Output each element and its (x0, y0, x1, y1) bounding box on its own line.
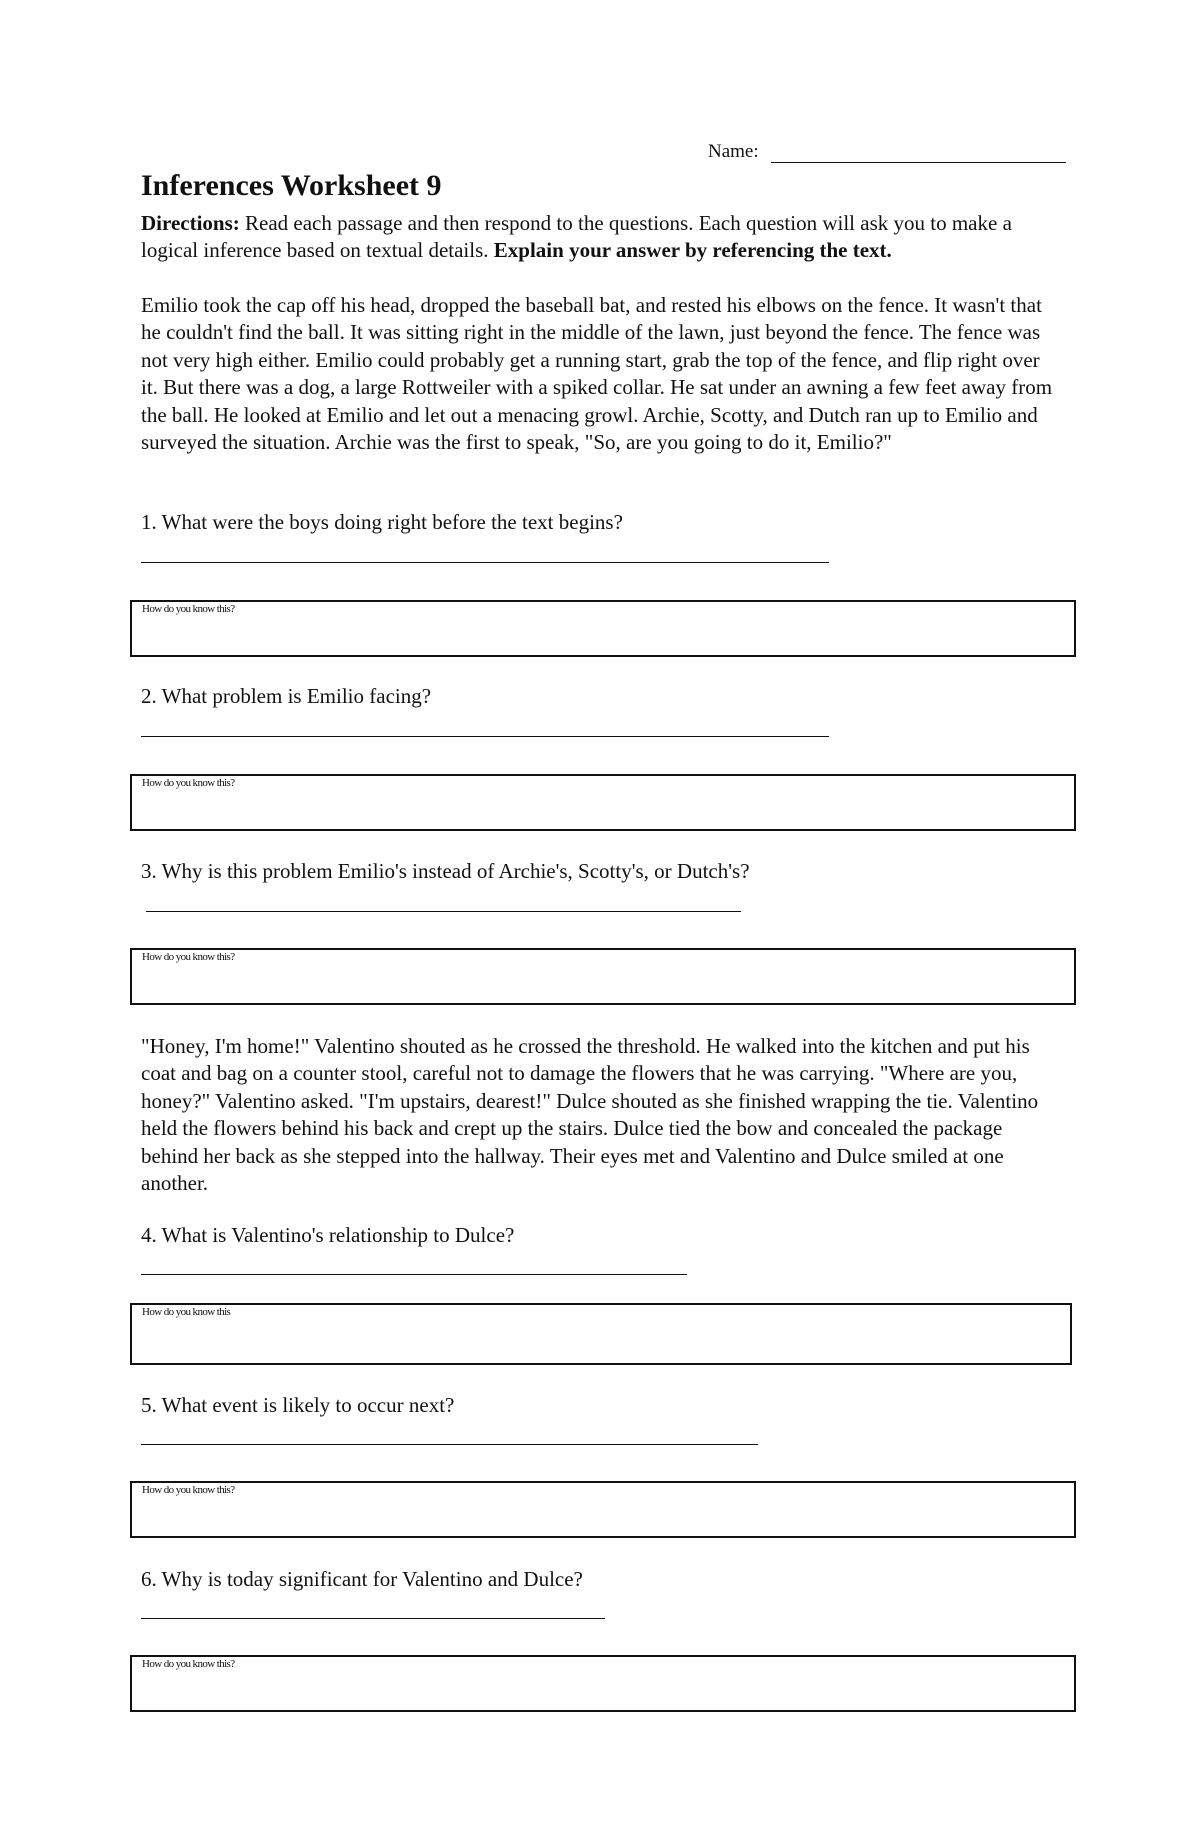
explanation-box-2[interactable] (130, 774, 1076, 831)
directions-emphasis: Explain your answer by referencing the text. (493, 238, 892, 263)
explanation-box-label: How do you know this? (142, 1658, 235, 1670)
explanation-box-3[interactable] (130, 948, 1076, 1005)
answer-line-5[interactable] (141, 1444, 758, 1445)
answer-line-3[interactable] (146, 911, 741, 912)
explanation-box-5[interactable] (130, 1481, 1076, 1538)
name-field[interactable] (771, 162, 1066, 163)
explanation-box-6[interactable] (130, 1655, 1076, 1712)
question-1: 1. What were the boys doing right before the text begins? (141, 510, 623, 534)
answer-line-2[interactable] (141, 736, 829, 737)
question-2: 2. What problem is Emilio facing? (141, 684, 432, 708)
answer-line-6[interactable] (141, 1618, 605, 1619)
question-6: 6. Why is today significant for Valentino and Dulce? (141, 1567, 583, 1591)
directions-label: Directions: (141, 211, 240, 235)
directions (141, 210, 1061, 265)
explanation-box-label: How do you know this? (142, 777, 235, 789)
passage-2: "Honey, I'm home!" Valentino shouted as he crossed the threshold. He walked into the kitchen and put his coat and bag on a counter stool, careful not to damage the flowers that he was carrying. "Where are you, honey?" Valentino asked. "I'm upstairs, dearest!" Dulce shouted as she finished wrapping the tie. Valentino held the flowers behind his back and crept up the stairs. Dulce tied the bow and concealed the package behind her back as she stepped into the hallway. Their eyes met and Valentino and Dulce smiled at one another. (141, 1034, 1039, 1196)
answer-line-4[interactable] (141, 1274, 687, 1275)
question-3: 3. Why is this problem Emilio's instead of Archie's, Scotty's, or Dutch's? (141, 859, 750, 883)
explanation-box-1[interactable] (130, 600, 1076, 657)
explanation-box-label: How do you know this? (142, 603, 235, 615)
name-label: Name: (708, 141, 759, 162)
question-5: 5. What event is likely to occur next? (141, 1393, 455, 1417)
directions-text: Read each passage and then respond to the questions. Each question will ask you to make a logical inference based on textual details. (141, 211, 1012, 263)
explanation-box-label: How do you know this? (142, 951, 235, 963)
explanation-box-label: How do you know this? (142, 1484, 235, 1496)
question-4: 4. What is Valentino's relationship to Dulce? (141, 1223, 515, 1247)
worksheet-title: Inferences Worksheet 9 (141, 169, 442, 202)
explanation-box-label: How do you know this (142, 1306, 231, 1318)
answer-line-1[interactable] (141, 562, 829, 563)
explanation-box-4[interactable] (130, 1303, 1072, 1365)
passage-1: Emilio took the cap off his head, dropped the baseball bat, and rested his elbows on the fence. It wasn't that he couldn't find the ball. It was sitting right in the middle of the lawn, just beyond the fence. The fence was not very high either. Emilio could probably get a running start, grab the top of the fence, and flip right over it. But there was a dog, a large Rottweiler with a spiked collar. He sat under an awning a few feet away from the ball. He looked at Emilio and let out a menacing growl. Archie, Scotty, and Dutch ran up to Emilio and surveyed the situation. Archie was the first to speak, "So, are you going to do it, Emilio?" (141, 293, 1053, 455)
